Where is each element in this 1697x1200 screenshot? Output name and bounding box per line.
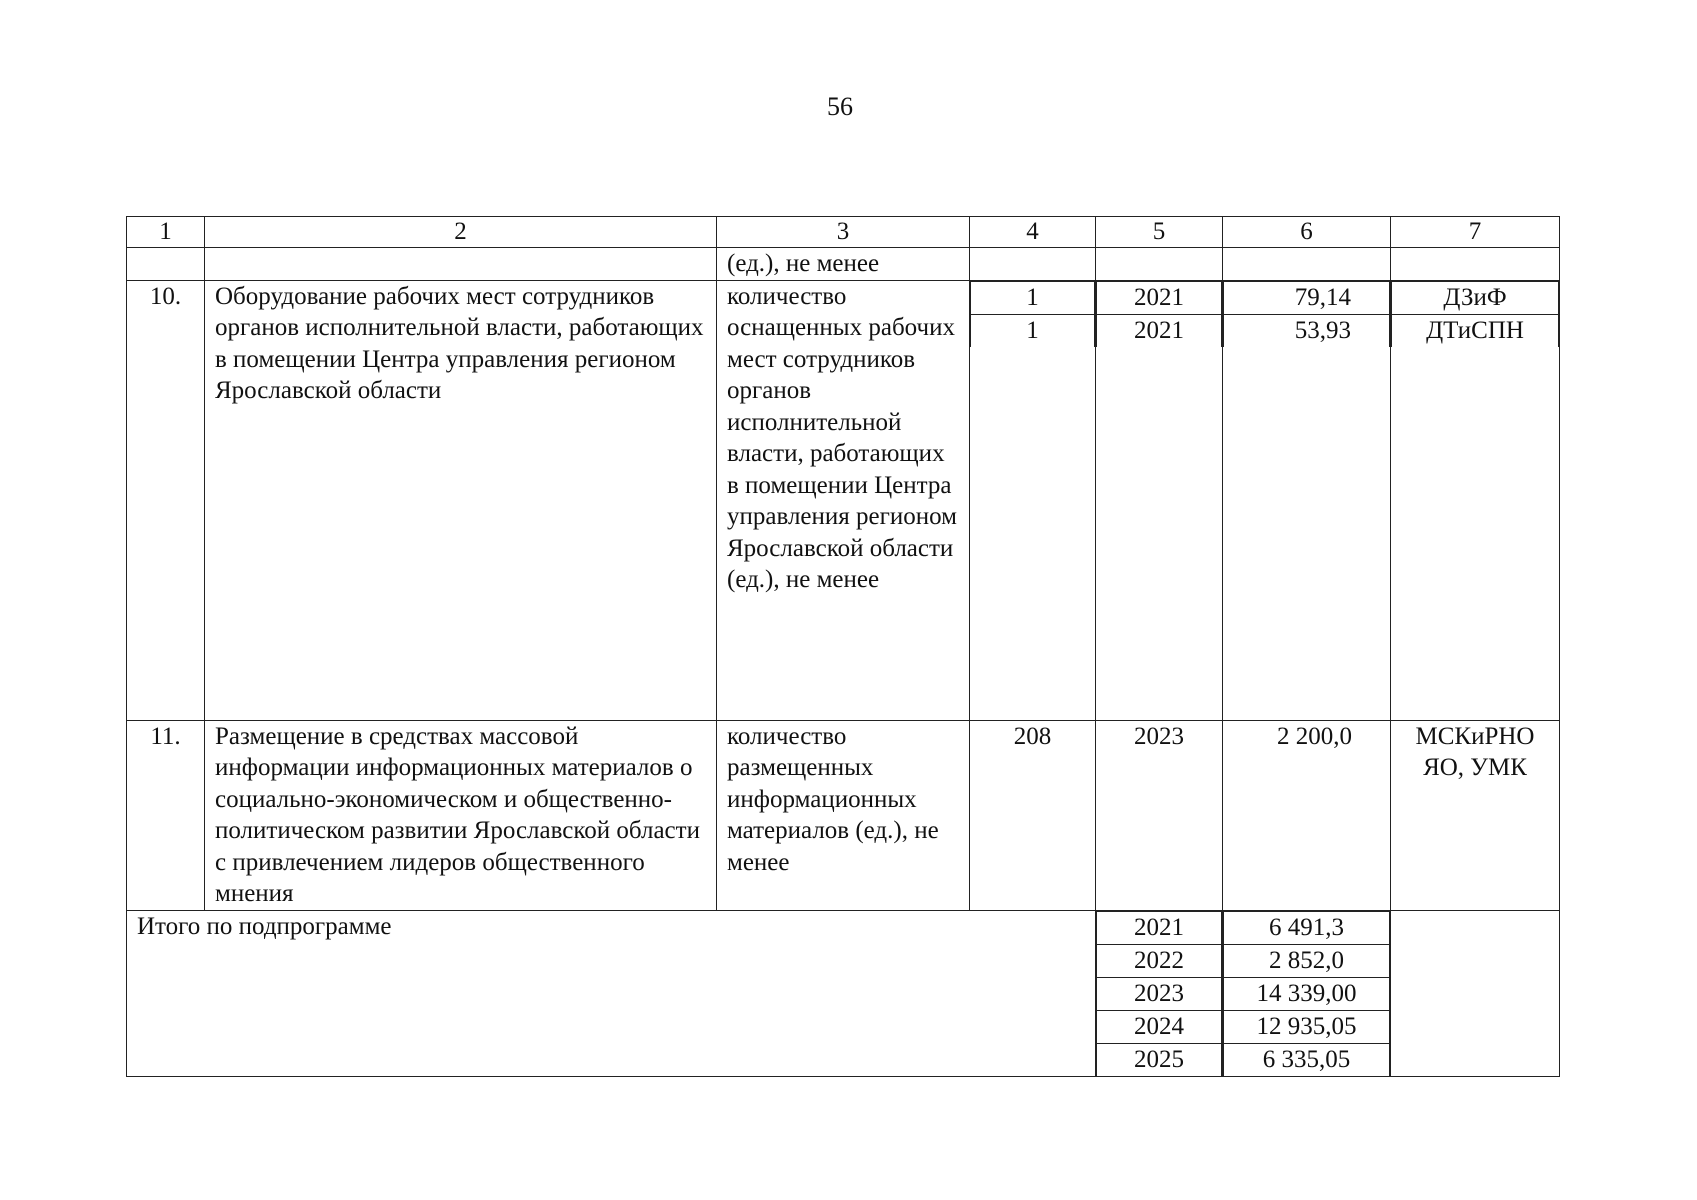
indicator-text: количество размещенных информационных материалов (ед.), не менее — [717, 720, 970, 910]
total-amount: 2 852,0 — [1224, 944, 1390, 977]
total-amounts — [1223, 910, 1391, 1076]
table-row-11 — [127, 720, 1560, 910]
total-year: 2025 — [1097, 1043, 1222, 1076]
header-cell-7: 7 — [1391, 217, 1560, 248]
total-amount: 6 335,05 — [1224, 1043, 1390, 1076]
sub-year: 2021 — [1097, 314, 1222, 347]
activity-name: Оборудование рабочих мест сотрудников органов исполнительной власти, работающих в помещении Центра управления регионом Ярославской области — [205, 280, 717, 720]
row-number: 10. — [127, 280, 205, 720]
sub-value: 1 — [971, 314, 1095, 347]
header-cell-4: 4 — [970, 217, 1096, 248]
sub-amount: 53,93 — [1224, 314, 1390, 347]
continuation-indicator: (ед.), не менее — [717, 248, 970, 281]
year-cell — [1096, 280, 1223, 720]
page-number: 56 — [827, 92, 853, 121]
empty-cell — [1096, 248, 1223, 281]
header-cell-6: 6 — [1223, 217, 1391, 248]
total-executor-empty — [1391, 910, 1560, 1076]
sub-year: 2021 — [1097, 281, 1222, 314]
total-label: Итого по подпрограмме — [127, 910, 1096, 1076]
value-cell: 208 — [970, 720, 1096, 910]
executor-cell — [1391, 280, 1560, 720]
total-amount: 6 491,3 — [1224, 911, 1390, 944]
total-year: 2021 — [1097, 911, 1222, 944]
header-cell-1: 1 — [127, 217, 205, 248]
activity-name: Размещение в средствах массовой информации информационных материалов о социально-экономическом и общественно-политическом развитии Ярославской области с привлечением лидеров общественного мнения — [205, 720, 717, 910]
total-row — [127, 910, 1560, 1076]
sub-value: 1 — [971, 281, 1095, 314]
sub-executor: ДТиСПН — [1392, 314, 1559, 347]
header-cell-3: 3 — [717, 217, 970, 248]
empty-cell — [1223, 248, 1391, 281]
total-amount: 14 339,00 — [1224, 977, 1390, 1010]
total-year: 2023 — [1097, 977, 1222, 1010]
total-year: 2024 — [1097, 1010, 1222, 1043]
total-years — [1096, 910, 1223, 1076]
row-number: 11. — [127, 720, 205, 910]
executor-cell: МСКиРНО ЯО, УМК — [1391, 720, 1560, 910]
continuation-row — [127, 248, 1560, 281]
empty-cell — [205, 248, 717, 281]
header-row — [127, 217, 1560, 248]
indicator-text: количество оснащенных рабочих мест сотрудников органов исполнительной власти, работающих в помещении Центра управления регионом Ярославской области (ед.), не менее — [717, 280, 970, 720]
header-cell-2: 2 — [205, 217, 717, 248]
empty-cell — [127, 248, 205, 281]
total-year: 2022 — [1097, 944, 1222, 977]
empty-cell — [1391, 248, 1560, 281]
year-cell: 2023 — [1096, 720, 1223, 910]
total-amount: 12 935,05 — [1224, 1010, 1390, 1043]
amount-cell: 2 200,0 — [1223, 720, 1391, 910]
sub-executor: ДЗиФ — [1392, 281, 1559, 314]
table-row-10 — [127, 280, 1560, 720]
header-cell-5: 5 — [1096, 217, 1223, 248]
empty-cell — [970, 248, 1096, 281]
amount-cell — [1223, 280, 1391, 720]
value-cell — [970, 280, 1096, 720]
sub-amount: 79,14 — [1224, 281, 1390, 314]
program-table — [126, 216, 1560, 1077]
